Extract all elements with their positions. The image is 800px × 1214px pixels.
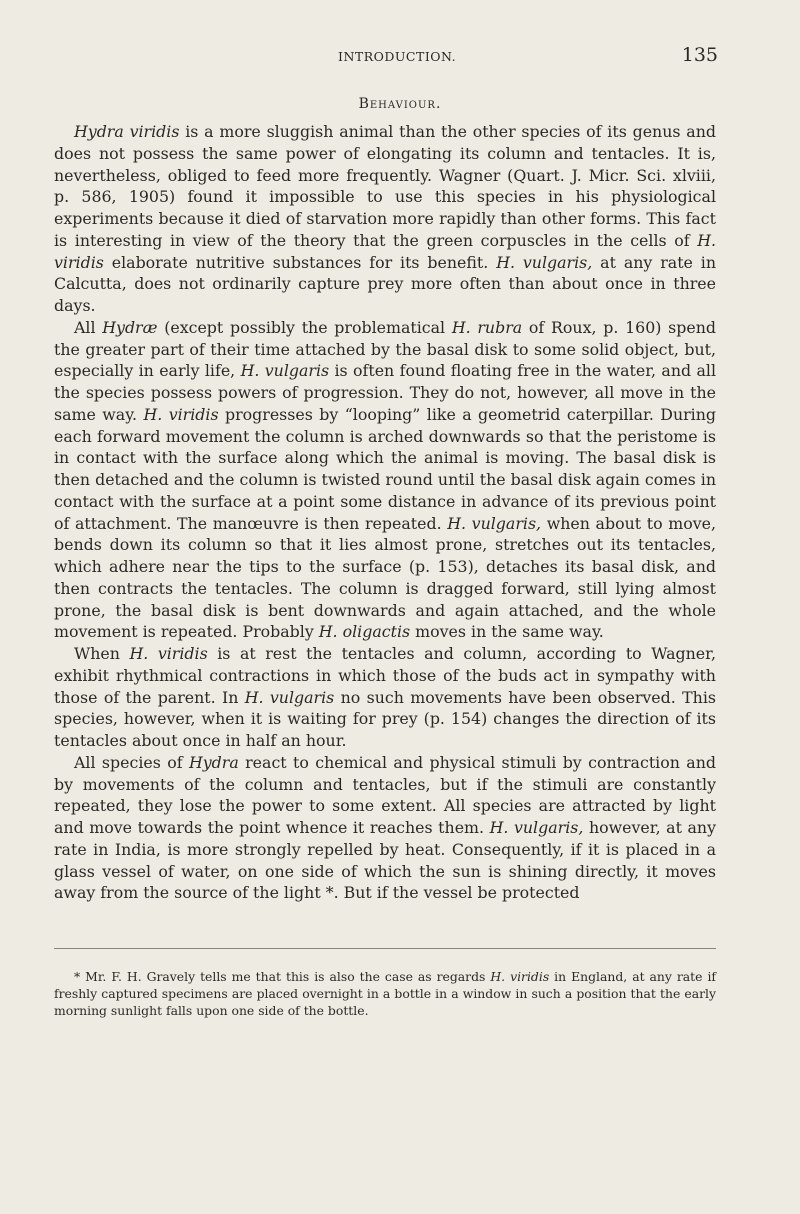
- italic-taxon: H. viridis: [129, 644, 208, 663]
- paragraph: When H. viridis is at rest the tentacles and column, according to Wagner, exhibit rhythmical contractions in which those of the buds act in sympathy with those of the parent. In H. vulgaris no such movements have been observed. This species, however, when it is waiting for prey (p. 154) changes the direction of its tentacles about once in half an hour.: [54, 644, 716, 750]
- italic-taxon: H. rubra: [451, 317, 523, 337]
- italic-taxon: H. vulgaris,: [489, 818, 584, 837]
- italic-taxon: H. vulgaris,: [447, 513, 542, 533]
- paragraph: Hydra viridis is a more sluggish animal than the other species of its genus and does not possess the same power of elongating its column and tentacles. It is, nevertheless, obliged to feed more frequently. Wagner (Quart. J. Micr. Sci. xlviii, p. 586, 1905) found it impossible to use this species in his physiological experiments because it died of starvation more rapidly than other forms. This fact is interesting in view of the theory that the green corpuscles in the cells of H. viridis elaborate nutritive substances for its benefit. H. vulgaris, at any rate in Calcutta, does not ordinarily capture prey more often than about once in three days.: [54, 122, 717, 315]
- page-number: 135: [681, 44, 718, 66]
- italic-taxon: H. vulgaris: [244, 687, 335, 707]
- footnote: * Mr. F. H. Gravely tells me that this is also the case as regards H. viridis in England, at any rate if freshly captured specimens are placed overnight in a bottle in a window in such a position that the early morning sunlight falls upon one side of the bottle.: [54, 969, 716, 1019]
- section-heading: Behaviour.: [358, 96, 442, 112]
- body-text: [54, 121, 716, 904]
- italic-taxon: Hydra viridis: [74, 122, 180, 141]
- italic-taxon: Hydra: [188, 752, 239, 772]
- italic-taxon: H. vulgaris,: [496, 252, 593, 272]
- footnote-rule: [54, 948, 716, 949]
- italic-taxon: H. viridis: [143, 404, 219, 424]
- running-title: INTRODUCTION.: [338, 49, 457, 64]
- paragraph: All species of Hydra react to chemical and physical stimuli by contraction and by movements of the column and tentacles, but if the stimuli are constantly repeated, they lose the power to some extent. All species are attracted by light and move towards the point whence it reaches them. H. vulgaris, however, at any rate in India, is more strongly repelled by heat. Consequently, if it is placed in a glass vessel of water, on one side of which the sun is shining directly, it moves away from the source of the light *. But if the vessel be protected: [54, 752, 717, 903]
- italic-taxon: H. oligactis: [318, 622, 411, 642]
- italic-taxon: Hydræ: [102, 317, 158, 337]
- running-head: [338, 46, 718, 70]
- paragraph: All Hydræ (except possibly the problematical H. rubra of Roux, p. 160) spend the greater part of their time attached by the basal disk to some solid object, but, especially in early life, H. vulgaris is often found floating free in the water, and all the species possess powers of progression. They do not, however, all move in the same way. H. viridis progresses by “looping” like a geometrid caterpillar. During each forward movement the column is arched downwards so that the peristome is in contact with the surface along which the animal is moving. The basal disk is then detached and the column is twisted round until the basal disk again comes in contact with the surface at a point some distance in advance of its previous point of attachment. The manœuvre is then repeated. H. vulgaris, when about to move, bends down its column so that it lies almost prone, stretches out its tentacles, which adhere near the tips to the surface (p. 153), detaches its basal disk, and then contracts the tentacles. The column is dragged forward, still lying almost prone, the basal disk is bent downwards and again attached, and the whole movement is repeated. Probably H. oligactis moves in the same way.: [54, 317, 717, 642]
- italic-taxon: H. viridis: [490, 969, 550, 985]
- italic-taxon: H. vulgaris: [240, 361, 330, 381]
- italic-taxon: H. viridis: [54, 230, 716, 272]
